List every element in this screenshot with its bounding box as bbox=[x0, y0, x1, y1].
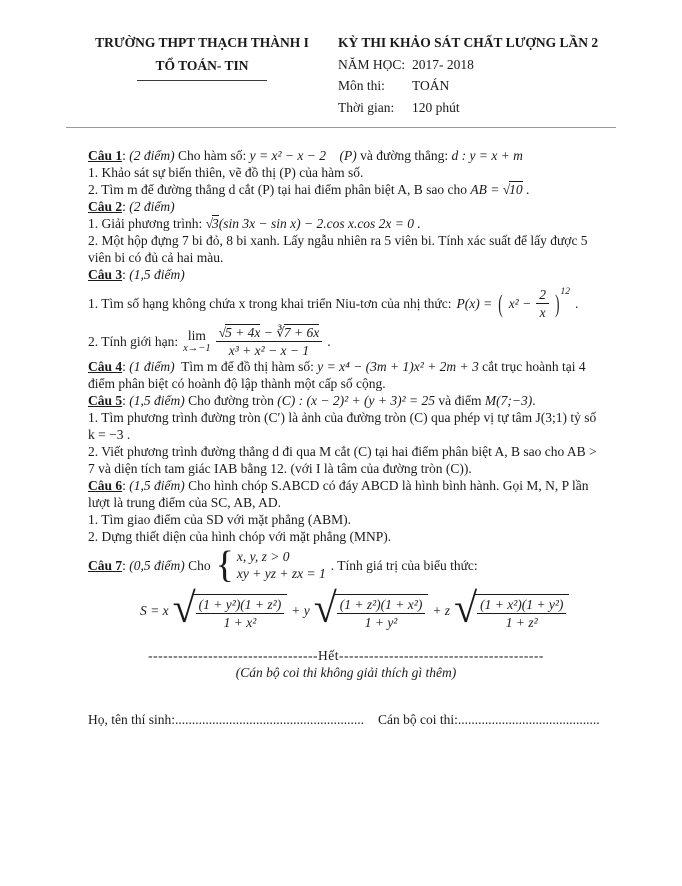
radicand: 5 + 4x bbox=[225, 325, 261, 340]
sqrt-expression bbox=[206, 216, 219, 231]
question-3-item-1 bbox=[88, 287, 604, 320]
question-2-heading bbox=[88, 198, 604, 215]
math-expression: AB = bbox=[470, 182, 500, 197]
invigilator-dots: .......................................... bbox=[457, 712, 600, 727]
mid-text: và điểm bbox=[438, 393, 482, 408]
radical-icon: √ bbox=[313, 586, 337, 632]
radical-icon: √ bbox=[454, 586, 478, 632]
radical-icon: √ bbox=[502, 182, 511, 197]
cube-root-expression bbox=[276, 325, 319, 340]
fraction bbox=[196, 597, 285, 630]
sqrt-term-3 bbox=[454, 586, 569, 632]
lim-subscript: x→−1 bbox=[183, 343, 211, 354]
subject-value: TOÁN bbox=[412, 78, 450, 93]
question-label: Câu 2 bbox=[88, 199, 123, 214]
radical-icon: √ bbox=[218, 325, 227, 340]
lim-word: lim bbox=[187, 328, 206, 343]
radicand bbox=[334, 594, 429, 630]
radicand: 7 + 6x bbox=[283, 325, 320, 340]
sqrt-expression bbox=[470, 182, 522, 197]
cube-radical-icon: ∛ bbox=[276, 325, 285, 340]
fraction bbox=[216, 325, 323, 358]
header bbox=[0, 32, 682, 118]
year-label: NĂM HỌC: bbox=[338, 56, 406, 72]
equation-system bbox=[215, 544, 326, 586]
colon: : bbox=[122, 359, 126, 374]
plus-term: + y bbox=[291, 602, 310, 618]
math-expression: y = x⁴ − (3m + 1)x² + 2m + 3 bbox=[317, 359, 479, 374]
lead-text: Cho hình chóp S.ABCD có đáy ABCD là hình bình hành. Gọi M, N, P lần lượt là trung điểm của SC, AB, AD. bbox=[88, 478, 589, 510]
tail-text: . Tính giá trị của biểu thức: bbox=[330, 557, 478, 573]
proctor-note: (Cán bộ coi thi không giải thích gì thêm) bbox=[235, 665, 457, 680]
invigilator-label: Cán bộ coi thi: bbox=[378, 712, 458, 727]
item-text: 1. Tìm số hạng không chứa x trong khai triển Niu-tơn của nhị thức: bbox=[88, 296, 452, 311]
radical-icon: √ bbox=[205, 216, 213, 231]
colon: : bbox=[122, 267, 126, 282]
radicand bbox=[193, 594, 288, 630]
brace-icon: { bbox=[215, 544, 234, 586]
radicand: 10 bbox=[509, 182, 523, 197]
sqrt-expression bbox=[219, 325, 261, 340]
denominator: 1 + y² bbox=[364, 615, 398, 630]
fraction bbox=[477, 597, 566, 630]
tail-text: cắt trục hoành tại 4 điểm phân biệt có hoành độ lập thành một cấp số cộng. bbox=[88, 359, 586, 391]
curve-name: (P) bbox=[339, 148, 357, 163]
colon: : bbox=[122, 478, 126, 493]
exam-title: KỲ THI KHẢO SÁT CHẤT LƯỢNG LẦN 2 bbox=[338, 35, 599, 50]
invigilator-line bbox=[378, 711, 600, 728]
end-marker: ----------------------------------Hết----------------------------------------- bbox=[148, 648, 544, 663]
period: . bbox=[526, 182, 530, 197]
question-label: Câu 1 bbox=[88, 148, 123, 163]
numerator bbox=[216, 325, 323, 342]
formula-lhs: S = x bbox=[140, 602, 169, 618]
colon: : bbox=[122, 393, 126, 408]
points: (0,5 điểm) bbox=[129, 557, 185, 573]
points: (1 điểm) bbox=[129, 359, 175, 374]
department-name: TỔ TOÁN- TIN bbox=[137, 55, 266, 81]
math-expression: d : y = x + m bbox=[451, 148, 523, 163]
colon: : bbox=[122, 557, 126, 573]
right-paren-icon: ) bbox=[554, 289, 560, 318]
header-exam-block bbox=[338, 32, 622, 118]
math-expression: (sin 3x − sin x) − 2.cos x.cos 2x = 0 . bbox=[218, 216, 421, 231]
math-expression: x² − bbox=[508, 296, 532, 311]
system-row-1: x, y, z > 0 bbox=[236, 548, 290, 564]
lead-text: Cho hàm số: bbox=[178, 148, 247, 163]
exam-body bbox=[0, 128, 682, 728]
denominator: x³ + x² − x − 1 bbox=[228, 343, 310, 358]
period: . bbox=[327, 334, 331, 349]
question-3-item-2 bbox=[88, 325, 604, 358]
denominator: x bbox=[539, 305, 546, 320]
math-lhs: P(x) = bbox=[456, 296, 493, 311]
numerator: (1 + y²)(1 + z²) bbox=[196, 597, 285, 614]
question-1-item-2 bbox=[88, 181, 604, 198]
question-6-heading bbox=[88, 477, 604, 511]
points: (2 điểm) bbox=[129, 148, 175, 163]
duration-row bbox=[338, 97, 622, 119]
math-expression: y = x² − x − 2 bbox=[249, 148, 327, 163]
question-4 bbox=[88, 358, 604, 392]
question-label: Câu 7 bbox=[88, 557, 123, 573]
points: (1,5 điểm) bbox=[129, 267, 185, 282]
duration-label: Thời gian: bbox=[338, 99, 395, 115]
period: . bbox=[532, 393, 536, 408]
s-formula bbox=[140, 586, 604, 632]
denominator: 1 + x² bbox=[223, 615, 257, 630]
points: (1,5 điểm) bbox=[129, 478, 185, 493]
colon: : bbox=[122, 199, 126, 214]
numerator: (1 + z²)(1 + x²) bbox=[337, 597, 426, 614]
period: . bbox=[574, 296, 579, 311]
numerator: 2 bbox=[536, 287, 549, 304]
question-2-item-2: 2. Một hộp đựng 7 bi đỏ, 8 bi xanh. Lấy ngẫu nhiên ra 5 viên bi. Tính xác suất để lấy được 5 viên bi có đủ cả hai màu. bbox=[88, 233, 588, 265]
duration-value: 120 phút bbox=[412, 99, 460, 115]
question-7-heading bbox=[88, 544, 604, 586]
system-row-2: xy + yz + zx = 1 bbox=[236, 566, 326, 581]
school-name: TRƯỜNG THPT THẠCH THÀNH I bbox=[95, 35, 309, 50]
radicand: 3 bbox=[212, 216, 219, 231]
item-text: 1. Giải phương trình: bbox=[88, 216, 203, 231]
question-5-heading bbox=[88, 392, 604, 409]
candidate-name-dots: ........................................................ bbox=[175, 712, 364, 727]
fraction bbox=[536, 287, 549, 320]
question-1-heading bbox=[88, 147, 604, 164]
question-label: Câu 3 bbox=[88, 267, 123, 282]
sqrt-term-2 bbox=[313, 586, 429, 632]
question-5-item-1: 1. Tìm phương trình đường tròn (C′) là ảnh của đường tròn (C) qua phép vị tự tâm J(3;1) tỷ số k = −3 . bbox=[88, 410, 597, 442]
radical-icon: √ bbox=[172, 586, 196, 632]
question-label: Câu 6 bbox=[88, 478, 123, 493]
colon: : bbox=[122, 148, 126, 163]
fraction bbox=[337, 597, 426, 630]
denominator: 1 + z² bbox=[505, 615, 538, 630]
plus-term: + z bbox=[432, 602, 451, 618]
item-text: 2. Tìm m để đường thẳng d cắt (P) tại hai điểm phân biệt A, B sao cho bbox=[88, 182, 468, 197]
item-text: 2. Tính giới hạn: bbox=[88, 334, 179, 349]
question-6-item-1: 1. Tìm giao điểm của SD với mặt phẳng (ABM). bbox=[88, 512, 351, 527]
question-label: Câu 5 bbox=[88, 393, 123, 408]
signature-row bbox=[88, 711, 604, 728]
candidate-name-line bbox=[88, 711, 364, 728]
left-paren-icon: ( bbox=[498, 289, 503, 318]
year-row bbox=[338, 54, 622, 76]
question-3-heading bbox=[88, 266, 604, 283]
year-value: 2017- 2018 bbox=[412, 56, 474, 72]
minus-sign: − bbox=[263, 325, 273, 340]
points: (1,5 điểm) bbox=[129, 393, 185, 408]
question-6-item-2: 2. Dựng thiết diện của hình chóp với mặt phẳng (MNP). bbox=[88, 529, 392, 544]
points: (2 điểm) bbox=[129, 199, 175, 214]
math-expression: M(7;−3) bbox=[484, 393, 533, 408]
question-1-item-1: 1. Khảo sát sự biến thiên, vẽ đồ thị (P) của hàm số. bbox=[88, 165, 364, 180]
system-rows bbox=[237, 548, 326, 583]
math-expression: (C) : (x − 2)² + (y + 3)² = 25 bbox=[277, 393, 435, 408]
lead-text: Cho đường tròn bbox=[188, 393, 274, 408]
lead-text: Tìm m để đồ thị hàm số: bbox=[181, 359, 314, 374]
question-2-item-1 bbox=[88, 215, 604, 232]
exponent: 12 bbox=[560, 287, 570, 297]
sqrt-term-1 bbox=[172, 586, 288, 632]
numerator: (1 + x²)(1 + y²) bbox=[477, 597, 566, 614]
mid-text: và đường thẳng: bbox=[360, 148, 449, 163]
question-5-item-2: 2. Viết phương trình đường thẳng d đi qua M cắt (C) tại hai điểm phân biệt A, B sao cho AB > 7 và diện tích tam giác IAB bằng 12. (với I là tâm của đường tròn (C)). bbox=[88, 444, 597, 476]
lead-text: Cho bbox=[188, 557, 211, 573]
radicand bbox=[474, 594, 569, 630]
limit-operator bbox=[183, 329, 211, 354]
header-school-block bbox=[66, 32, 338, 118]
candidate-name-label: Họ, tên thí sinh: bbox=[88, 712, 175, 727]
subject-label: Môn thi: bbox=[338, 78, 385, 93]
subject-row bbox=[338, 75, 622, 97]
question-label: Câu 4 bbox=[88, 359, 123, 374]
